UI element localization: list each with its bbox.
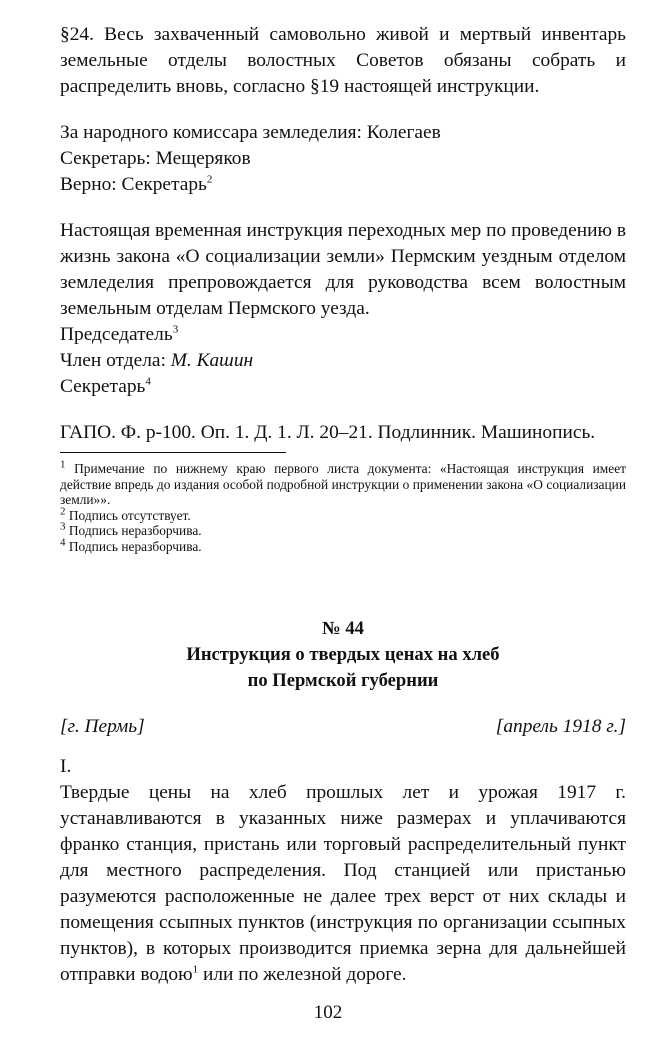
footnote-text: Подпись отсутствует. (68, 507, 191, 523)
footnote-divider (60, 452, 286, 453)
footnote-text: Подпись неразборчива. (68, 538, 202, 554)
signature-commissar: За народного комиссара земледелия: Колегаев (60, 122, 441, 143)
signature-secretary: Секретарь: Мещеряков (60, 148, 251, 169)
footnote (60, 536, 626, 555)
signature-member (60, 348, 626, 374)
body-text-1: Твердые цены на хлеб прошлых лет и урожая 1917 г. устанавливаются в указанных ниже размерах и уплачиваются франко станция, пристань или торговый распределительный пункт для местного распределения. Под станцией или пристанью разумеются расположенные не далее трех верст от них склады и помещения ссыпных пунктов (инструкция по организации ссыпных пунктов), в которых производится приемка зерна для дальнейшей отправки водою (60, 782, 626, 985)
archive-reference: ГАПО. Ф. р-100. Оп. 1. Д. 1. Л. 20–21. Подлинник. Машинопись. (60, 422, 596, 443)
footnote-ref: 3 (172, 323, 179, 336)
document-page (60, 22, 626, 988)
footnote (60, 505, 626, 524)
footnotes (60, 458, 626, 554)
transmittal-paragraph: Настоящая временная инструкция переходных мер по проведению в жизнь закона «О социализации земли» Пермским уездным отделом земледелия препровождается для руководства всем волостным земельным отделам Пермского уезда. (60, 220, 626, 319)
chairman-label: Председатель (60, 324, 173, 345)
footnote-ref: 2 (206, 173, 213, 186)
secretary-label: Секретарь (60, 376, 146, 397)
footnote-number: 4 (60, 536, 66, 549)
body-text-2: или по железной дороге. (198, 964, 407, 985)
member-name: М. Кашин (170, 350, 254, 371)
footnote-text: Примечание по нижнему краю первого листа документа: «Настоящая инструкция имеет действие впредь до издания особой подробной инструкции о применении закона «О социализации земли»». (60, 461, 626, 507)
document-date: [апрель 1918 г.] (495, 716, 626, 737)
footnote (60, 458, 626, 508)
footnote-ref: 1 (192, 963, 199, 976)
footnote-number: 1 (60, 458, 66, 471)
document-title-line-2: по Пермской губернии (247, 670, 439, 691)
footnote (60, 520, 626, 539)
signature-verified (60, 172, 626, 198)
signature-secretary-2 (60, 374, 626, 400)
footnote-ref: 4 (145, 375, 151, 388)
footnote-number: 2 (60, 505, 66, 518)
signature-chairman (60, 322, 626, 348)
page-number: 102 (313, 1002, 343, 1023)
place-date-row (60, 714, 626, 740)
member-label: Член отдела: (60, 350, 171, 371)
section-heading: I. (60, 756, 72, 777)
signature-verified-text: Верно: Секретарь (60, 174, 207, 195)
footnote-text: Подпись неразборчива. (68, 523, 202, 538)
document-place: [г. Пермь] (60, 716, 145, 737)
section-24-paragraph: §24. Весь захваченный самовольно живой и мертвый инвентарь земельные отделы волостных Советов обязаны собрать и распределить вновь, согласно §19 настоящей инструкции. (60, 24, 626, 97)
document-title-line-1: Инструкция о твердых ценах на хлеб (186, 644, 500, 665)
document-body-paragraph (60, 780, 626, 988)
footnote-number: 3 (60, 520, 66, 533)
document-number: № 44 (322, 618, 364, 639)
